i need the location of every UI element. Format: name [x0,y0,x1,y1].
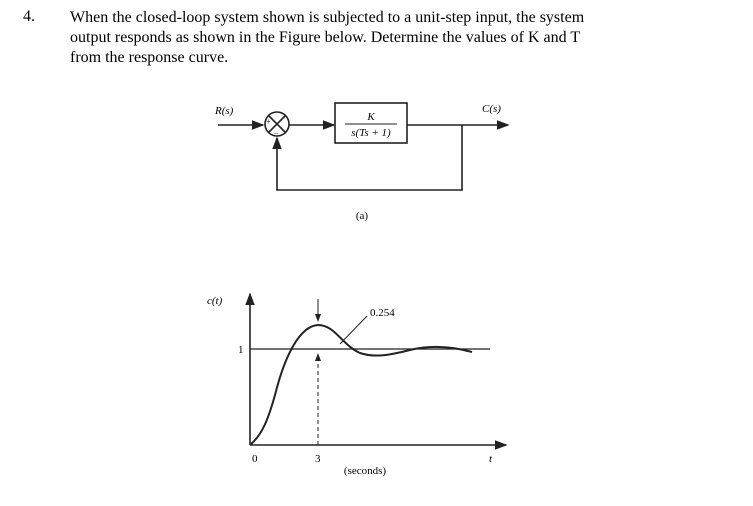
x-tick-0: 0 [252,453,258,465]
problem-line-2: output responds as shown in the Figure below. Determine the values of K and T [70,29,581,46]
tf-denominator: s(Ts + 1) [351,127,391,139]
diagram-caption: (a) [355,210,369,222]
minus-sign: − [274,129,279,138]
overshoot-leader-line [340,316,367,344]
x-tick-3: 3 [315,453,321,465]
problem-line-1: When the closed-loop system shown is subjected to a unit-step input, the system [70,9,585,26]
step-response-curve [250,325,472,445]
tf-numerator: K [367,111,375,123]
input-label: R(s) [215,105,234,117]
x-axis-label: t [489,453,493,465]
y-tick-1: 1 [238,344,244,356]
problem-line-3: from the response curve. [70,49,229,66]
problem-number: 4. [23,8,35,25]
plus-sign: + [266,117,271,126]
x-axis-units: (seconds) [343,465,387,477]
overshoot-label: 0.254 [370,307,395,319]
output-label: C(s) [482,103,501,115]
block-diagram [218,103,508,190]
y-axis-label: c(t) [207,295,223,307]
